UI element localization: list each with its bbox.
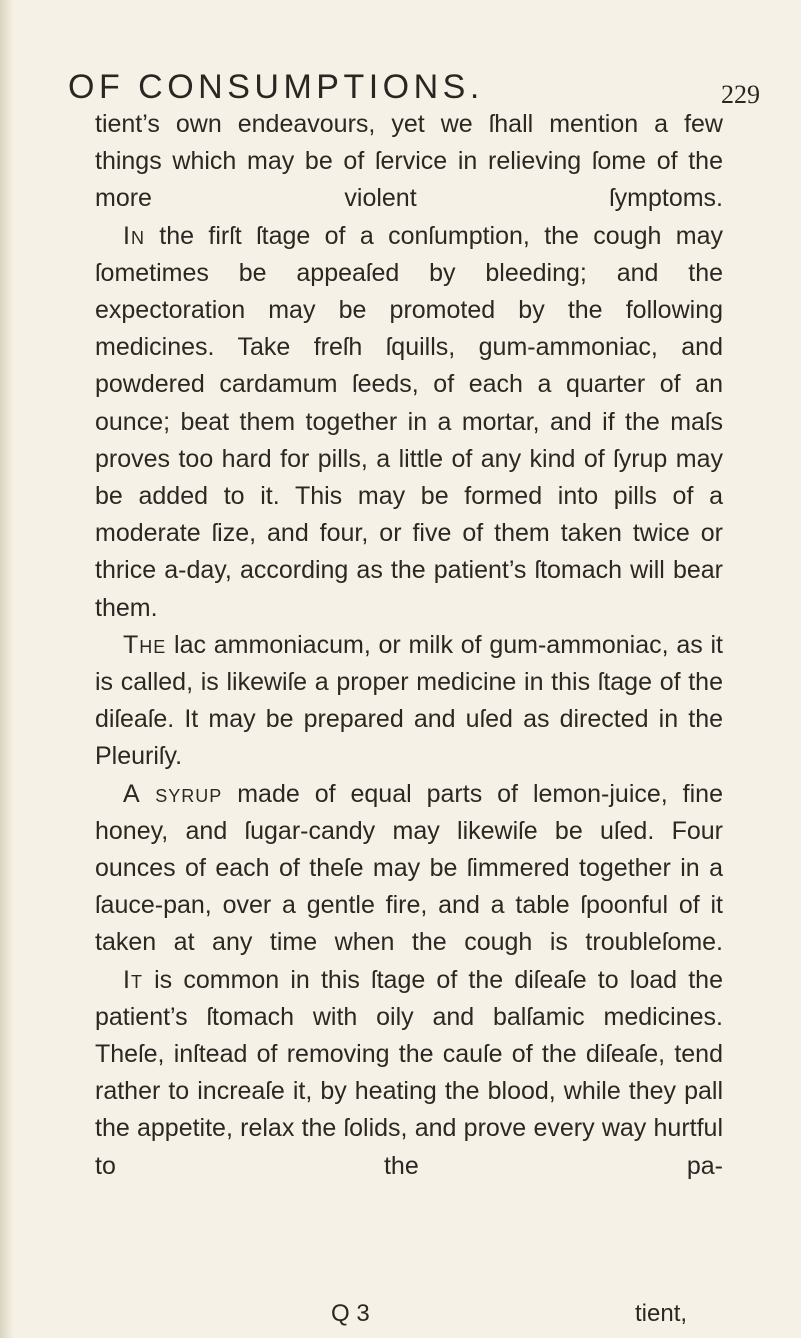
paragraph-lead-word: A syrup [123, 779, 223, 808]
paragraph-lead-word: The [123, 630, 167, 659]
body-text [95, 106, 723, 1185]
catchword: tient, [635, 1300, 688, 1327]
paragraph-text: made of equal parts of lemon-juice, fine honey, and ſugar-candy may likewiſe be uſed. Four ounces of each of theſe may be ſimmered together in a ſauce-pan, over a gentle fire, and a table ſpoonful of it taken at any time when the cough is troubleſome. [95, 779, 723, 957]
paragraph-continuation [95, 106, 723, 218]
paragraph-text: lac ammoniacum, or milk of gum-ammoniac, as it is called, is likewiſe a proper medicine in this ſtage of the diſeaſe. It may be prepared and uſed as directed in the Pleuriſy. [95, 630, 723, 771]
paragraph-text: tient’s own endeavours, yet we ſhall mention a few things which may be of ſervice in relieving ſome of the more violent ſymptoms. [95, 110, 723, 213]
running-head-title: OF CONSUMPTIONS. [68, 68, 484, 106]
paragraph-lac-ammoniacum [95, 627, 723, 776]
paragraph-text: the firſt ſtage of a conſumption, the cough may ſometimes be appeaſed by bleeding; and the expectoration may be promoted by the following medicines. Take freſh ſquills, gum-ammoniac, and powdered cardamum ſeeds, of each a quarter of an ounce; beat them together in a mortar, and if the maſs proves too hard for pills, a little of any kind of ſyrup may be added to it. This may be formed into pills of a moderate ſize, and four, or five of them taken twice or thrice a-day, according as the patient’s ſtomach will bear them. [95, 221, 723, 622]
paragraph-lead-word: It [123, 965, 143, 994]
paragraph-oily-medicines [95, 962, 723, 1185]
paragraph-first-stage [95, 218, 723, 627]
paragraph-syrup [95, 776, 723, 962]
paragraph-text: is common in this ſtage of the diſeaſe to load the patient’s ſtomach with oily and balſamic medicines. Theſe, inſtead of removing the cauſe of the diſeaſe, tend rather to increaſe it, by heating the blood, while they pall the appetite, relax the ſolids, and prove every way hurtful to the pa- [95, 965, 723, 1180]
paragraph-lead-word: In [123, 221, 145, 250]
signature-mark: Q 3 [331, 1300, 370, 1327]
page-number: 229 [721, 80, 760, 109]
page-footer [95, 1300, 723, 1336]
